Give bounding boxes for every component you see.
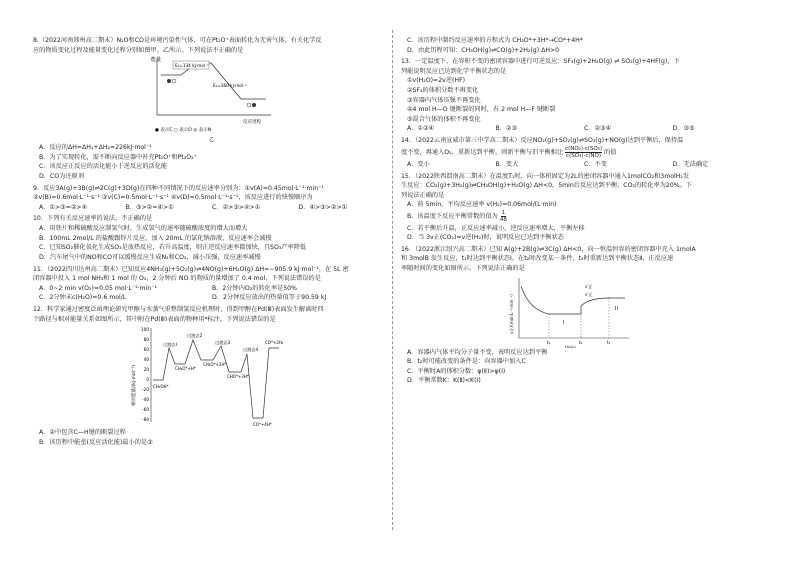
q12-ts-4: 过渡态4 <box>243 347 259 353</box>
question-15 <box>401 172 761 243</box>
q14-stem-line2-pre: 度不变，再通入O₂，重新达到平衡，则新平衡与旧平衡相比 <box>401 148 564 156</box>
q12-option-a[interactable]: A．②中包含C—H键的断裂过程 <box>39 429 126 437</box>
q12-option-c[interactable]: C．该历程中制约反应速率的方程式为 CH₃O*+3H*→CO*+4H* <box>407 37 583 44</box>
question-12 <box>33 305 385 447</box>
q15-option-b[interactable] <box>407 210 761 224</box>
q16-tick-t2: t₂ <box>579 339 583 345</box>
q15-stem-line2: 生反应：CO₂(g)+3H₂(g)⇌CH₃OH(g)+H₂O(g) ΔH<0，5min后反应达到平衡，CO₂的转化率为20%。下 <box>401 182 693 190</box>
q9-option-c[interactable]: C．②>③>④>① <box>212 203 261 211</box>
q10-option-d[interactable]: D．汽车尾气中的NO和CO可以缓慢反应生成N₂和CO₂，减小压强，反应速率减慢 <box>39 253 261 261</box>
q8-energy-label: 能量 <box>151 57 162 64</box>
q16-option-d[interactable]: D．平衡常数K：K(Ⅱ)<K(Ⅰ) <box>407 377 481 385</box>
q13-option-b[interactable]: B．②③ <box>495 125 518 133</box>
svg-text:0: 0 <box>146 377 149 383</box>
q12-species-1: CH₃OH* <box>153 384 169 390</box>
q15-option-b-numerator: 1 <box>501 209 506 216</box>
q14-option-b[interactable]: B．变大 <box>495 160 519 168</box>
q16-tick-t1: t₁ <box>547 339 551 345</box>
question-12-continued <box>401 36 761 55</box>
q12-stem-line1: 12．科学家通过密度泛函理论研究甲醇与水蒸气重整制氢反应机理时，得到甲醇在Pd(Ⅲ)表面发生解离时四 <box>33 305 324 313</box>
q13-item-2: ②SF₄的体积分数不再变化 <box>407 87 479 95</box>
question-8 <box>33 36 385 182</box>
q11-stem-line1: 11．（2022四川达州高二期末）已知反应4NH₃(g)+5O₂(g)⇌4NO(g)+6H₂O(g) ΔH=−905.9 kJ·mol⁻¹，在 5L 密 <box>33 265 349 273</box>
q16-region-2: II <box>615 305 618 312</box>
q13-option-d[interactable]: D．③⑤ <box>672 125 695 133</box>
q13-item-4: ④4 mol H—O 键断裂的同时，有 2 mol H—F 键断裂 <box>407 106 556 114</box>
q14-option-c[interactable]: C．不变 <box>584 160 607 168</box>
q10-option-b[interactable]: B．100mL 2mol/L 的盐酸跟锌片反应，加入 20mL 的氯化钠溶液，反应速率会减慢 <box>39 234 272 242</box>
q15-option-b-fraction <box>500 210 507 224</box>
svg-text:20: 20 <box>143 367 149 373</box>
svg-text:60: 60 <box>143 347 149 353</box>
q16-curve-label-1: v'正 <box>585 283 593 289</box>
q15-option-d[interactable]: D．当 3v正(CO₂)=v逆(H₂)时，说明反应已达到平衡状态 <box>407 234 564 242</box>
q12-species-2: CH₃O*+H* <box>175 366 196 372</box>
q10-option-c[interactable]: C．已知SO₂催化氧化生成SO₃是放热反应，若升高温度，则正逆反应速率都加快，且SO₃产率降低 <box>39 244 307 252</box>
q13-option-a[interactable]: A．①②④ <box>407 125 435 133</box>
q10-option-a[interactable]: A．用铁片和稀硫酸反应制氢气时，生成氢气的速率随硫酸浓度的增大而增大 <box>39 225 248 233</box>
q11-option-b[interactable]: B．2分钟内O₂的转化率是50% <box>212 284 297 292</box>
q16-xlabel: t/min <box>565 344 576 348</box>
q8-option-d[interactable]: D．CO为还原剂 <box>39 173 84 181</box>
q11-stem-line2: 闭容器中投入 1 mol NH₃和 1 mol 的 O₂，2 分钟后 NO 的物质的量增加了 0.4 mol，下列说法错误的是 <box>33 275 321 283</box>
svg-text:100: 100 <box>141 327 149 333</box>
q12-option-b[interactable]: B．该历程中能垒(反应活化能)最小的是③ <box>39 438 153 446</box>
q12-species-3: CH₂O*+2H* <box>203 362 227 368</box>
q14-options <box>407 160 761 170</box>
question-9 <box>33 184 385 213</box>
q13-stem-line2: 列能说明反应已达到化学平衡状态的是 <box>401 67 507 75</box>
q16-option-a[interactable]: A．容器内气体平均分子量不变，表明反应达到平衡 <box>407 348 548 356</box>
q16-stem-line3: 率随时间的变化如图所示。下列说法正确的是 <box>401 265 525 272</box>
q14-option-d[interactable]: D．无法确定 <box>672 160 709 168</box>
q16-ylabel: v正/(mol·L⁻¹·min⁻¹) <box>509 293 514 334</box>
q8-option-b[interactable]: B．为了实现转化，需不断向反应器中补充Pt₂O⁺和Pt₂O₂⁺ <box>39 153 197 161</box>
q16-rate-graph <box>401 274 761 348</box>
q13-stem-line1: 13．一定温度下，在容积不变的密闭容器中进行可逆反应：SF₄(g)+2H₂O(g) ⇌ SO₂(g)+4HF(g)，下 <box>401 58 680 66</box>
q14-stem-line1: 14．（2022云南宣威市第三中学高二期末）反应NO₂(g)+SO₂(g)⇌SO₃(g)+NO(g)达到平衡后，保持温 <box>401 137 684 145</box>
q8-e1-label: E₁=134 kJ·mol⁻¹ <box>175 63 209 69</box>
q13-item-5: ⑤混合气体的体积不再变化 <box>407 115 481 123</box>
q15-option-b-text: B．该温度下反应平衡常数的值为 <box>407 212 498 220</box>
q8-stem-line2: 应的物质变化过程及能量变化过程分别如图甲、乙所示。下列说法不正确的是 <box>33 46 244 54</box>
q13-options <box>407 124 761 134</box>
q13-item-1: ①v(H₂O)=2v逆(HF) <box>407 77 466 85</box>
right-column <box>401 36 761 388</box>
q8-axis-label: 反应进程 <box>243 120 261 126</box>
q16-stem-line1: 16．（2022浙江绍兴高二期末）已知 A(g)+2B(g)⇌3C(g) ΔH<0，向一恒温恒容的密闭容器中充入 1molA <box>401 245 696 253</box>
question-14 <box>401 136 761 169</box>
svg-text:-40: -40 <box>142 397 149 403</box>
svg-text:-20: -20 <box>142 387 149 393</box>
q12-option-d[interactable]: D．由此历程可知：CH₃OH(g)⇌CO(g)+2H₂(g) ΔH>0 <box>407 46 560 54</box>
q16-option-c[interactable]: C．平衡时A的体积分数：φ(Ⅱ)>φ(Ⅰ) <box>407 367 506 375</box>
q12-species-5: CO*+4H* <box>253 422 272 428</box>
q9-options <box>39 203 385 213</box>
q12-ts-2: 过渡态2 <box>187 333 203 339</box>
column-divider <box>392 30 393 530</box>
q13-item-3: ③容器内气体压强不再变化 <box>407 96 481 104</box>
q12-species-6: CO*+2H₂ <box>265 340 284 346</box>
question-11 <box>33 265 385 303</box>
q14-stem-line2 <box>401 146 761 160</box>
question-13 <box>401 57 761 134</box>
svg-text:80: 80 <box>143 337 149 343</box>
q16-tick-t3: t₃ <box>607 339 611 345</box>
q14-fraction <box>565 146 602 160</box>
q8-option-c[interactable]: C．该反应正反应的活化能小于逆反应的活化能 <box>39 163 168 171</box>
q11-options-row2 <box>39 293 385 303</box>
q12-ylabel: 相对能量/(kJ·mol⁻¹) <box>132 365 137 407</box>
q8-energy-figure <box>33 55 385 143</box>
q10-stem: 10．下列有关反应速率的说法，不正确的是 <box>33 215 153 223</box>
q15-stem-line1: 15．（2022陕西渭南高二期末）在温度T₁时，向一体积固定为2L的密闭容器中通入1molCO₂和3molH₂发 <box>401 172 690 180</box>
left-column <box>33 36 385 449</box>
question-10 <box>33 214 385 262</box>
q14-stem-line2-post: 的值 <box>604 148 617 156</box>
q15-option-a[interactable]: A．前 5min，平均反应速率 v(H₂)=0.06mol/(L·min) <box>407 201 557 209</box>
q14-option-a[interactable]: A．变小 <box>407 160 430 168</box>
q16-stem-line2: 和 3molB 发生反应，t₁时达到平衡状态Ⅰ，在t₂时改变某一条件，t₃时重新达到平衡状态Ⅱ，正反应速 <box>401 255 674 263</box>
q16-region-1: I <box>563 319 565 326</box>
q12-ts-3: 过渡态3 <box>215 340 231 346</box>
q12-energy-profile <box>33 324 385 428</box>
q11-option-a[interactable]: A．0~2 min v(O₂)=0.05 mol·L⁻¹·min⁻¹ <box>39 284 157 292</box>
q9-option-a[interactable]: A．①>③=②>④ <box>39 203 88 211</box>
q8-fig-label: 乙 <box>209 137 215 144</box>
svg-text:-60: -60 <box>142 407 149 413</box>
q9-option-d[interactable]: D．④>③>②>① <box>298 203 348 211</box>
q9-stem-line2: ②v(B)=0.6mol·L⁻¹·s⁻¹ ③v(C)=0.5mol·L⁻¹·s⁻¹ ④v(D)=0.5mol·L⁻¹·s⁻¹，该反应进行的快慢顺序为 <box>33 194 313 202</box>
q14-fraction-denominator: c(SO₃)·c(NO) <box>566 153 601 160</box>
q8-option-a[interactable]: A．反应的ΔH=ΔH₁+ΔH₂=226kJ·mol⁻¹ <box>39 144 152 152</box>
svg-text:-80: -80 <box>142 417 149 423</box>
q15-option-b-denominator: 48 <box>499 217 507 224</box>
q12-stem-line2: 个路径与相对能量关系如图所示，其中附在Pd(Ⅲ)表面的物种用*标注。下列说法错误的是 <box>33 315 276 323</box>
q14-fraction-numerator: c(NO₂)·c(SO₂) <box>565 145 603 152</box>
q11-option-d[interactable]: D．2分钟反应放出的热量值等于90.59 kJ <box>212 294 327 302</box>
q16-curve-label-2: v'正 <box>585 291 593 297</box>
q8-legend: ● 表示C ○ 表示O ◎ 表示N <box>155 128 211 134</box>
q11-option-c[interactable]: C．2分钟末c(H₂O)=0.6 mol/L <box>39 294 127 302</box>
q13-option-c[interactable]: C．②③④ <box>584 125 612 133</box>
q9-stem-line1: 9．反应3A(g)+3B(g)⇌2C(g)+3D(g)在四种不同情况下的反应速率分别为：①v(A)=0.45mol·L⁻¹·min⁻¹ <box>33 184 324 192</box>
q8-stem-line1: 8.（2022河南郑州高二期末）N₂O和CO是环境污染性气体，可在Pt₂O⁺表面转化为无害气体，有关化学反 <box>33 37 322 44</box>
q12-ts-1: 过渡态Ⅰ <box>163 342 177 348</box>
q15-option-c[interactable]: C．若平衡后升温，正反应速率减小，逆反应速率增大，平衡左移 <box>407 224 585 232</box>
q12-species-4: CHO*+3H* <box>227 374 249 380</box>
q8-e2-label: E₂=360 kJ·mol⁻¹ <box>213 83 247 89</box>
q15-stem-line3: 列说法正确的是 <box>401 191 445 199</box>
q16-option-b[interactable]: B．t₂时可能改变的条件是：向容器中加入C <box>407 358 526 366</box>
q11-options-row1 <box>39 284 385 294</box>
question-16 <box>401 245 761 386</box>
svg-text:40: 40 <box>143 357 149 363</box>
q9-option-b[interactable]: B．③>②=④>① <box>125 203 174 211</box>
